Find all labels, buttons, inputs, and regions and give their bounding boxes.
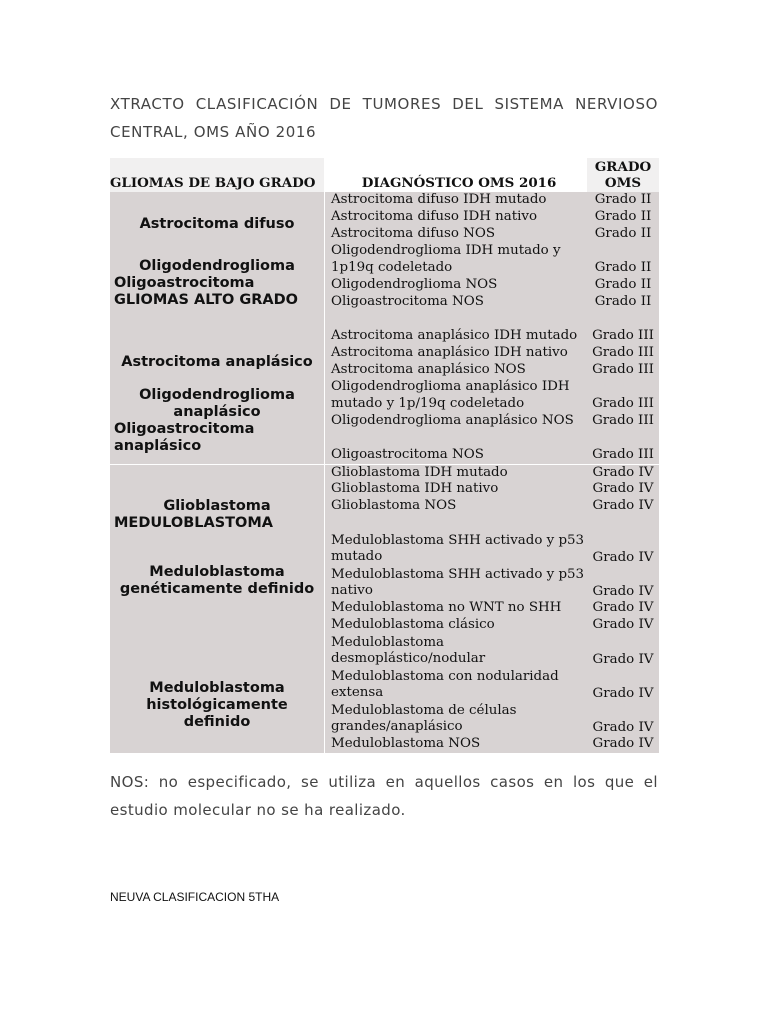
grade-cell: Grado IV [587, 668, 659, 702]
header-low-grade-gliomas: GLIOMAS DE BAJO GRADO [110, 158, 325, 192]
grade-cell: Grado IV [587, 634, 659, 668]
diagnosis-cell: Oligodendroglioma IDH mutado y 1p19q codeletado [325, 243, 588, 277]
diagnosis-cell: Glioblastoma IDH nativo [325, 481, 588, 498]
diagnosis-cell: Astrocitoma anaplásico IDH mutado [325, 328, 588, 345]
grade-cell: Grado II [587, 277, 659, 294]
grade-cell: Grado IV [587, 481, 659, 498]
diagnosis-cell: Astrocitoma anaplásico IDH nativo [325, 345, 588, 362]
diagnosis-cell: Oligoastrocitoma NOS [325, 294, 588, 328]
diagnosis-cell: Oligodendroglioma NOS [325, 277, 588, 294]
grade-cell: Grado IV [587, 702, 659, 736]
left-label: Meduloblastoma histológicamente definido [146, 680, 288, 731]
grade-cell: Grado IV [587, 532, 659, 566]
diagnosis-cell: Meduloblastoma no WNT no SHH [325, 600, 588, 617]
left-label: MEDULOBLASTOMA [114, 515, 274, 532]
diagnosis-cell: Meduloblastoma SHH activado y p53 nativo [325, 566, 588, 600]
left-group-glioblastoma [110, 464, 325, 532]
classification-table [110, 158, 659, 753]
left-label: Oligodendroglioma [139, 258, 295, 274]
footer-text: NEUVA CLASIFICACION 5THA [110, 890, 280, 904]
grade-cell: Grado II [587, 243, 659, 277]
header-grade: GRADO OMS [587, 158, 659, 192]
grade-cell: Grado III [587, 413, 659, 430]
grade-cell: Grado IV [587, 498, 659, 532]
document-title: XTRACTO CLASIFICACIÓN DE TUMORES DEL SISTEMA NERVIOSO CENTRAL, OMS AÑO 2016 [110, 95, 658, 141]
diagnosis-cell: Astrocitoma difuso IDH mutado [325, 192, 588, 209]
table-row [110, 328, 659, 345]
table-row [110, 192, 659, 209]
grade-cell: Grado III [587, 345, 659, 362]
header-diagnosis: DIAGNÓSTICO OMS 2016 [325, 158, 588, 192]
left-label: Meduloblastoma genéticamente definido [119, 564, 315, 598]
left-label: Glioblastoma [163, 498, 271, 515]
grade-cell: Grado II [587, 192, 659, 209]
diagnosis-cell: Astrocitoma difuso IDH nativo [325, 209, 588, 226]
table-header-row [110, 158, 659, 192]
left-label: Astrocitoma difuso [139, 216, 295, 232]
diagnosis-cell: Meduloblastoma con nodularidad extensa [325, 668, 588, 702]
grade-cell: Grado III [587, 362, 659, 379]
table-row [110, 532, 659, 566]
footnote-nos: NOS: no especificado, se utiliza en aquellos casos en los que el estudio molecular no se ha realizado. [110, 773, 658, 819]
diagnosis-cell: Glioblastoma NOS [325, 498, 588, 532]
grade-cell: Grado IV [587, 736, 659, 753]
diagnosis-cell: Oligodendroglioma anaplásico IDH mutado y 1p/19q codeletado [325, 379, 588, 413]
grade-cell: Grado IV [587, 566, 659, 600]
grade-cell: Grado II [587, 209, 659, 226]
diagnosis-cell: Meduloblastoma clásico [325, 617, 588, 634]
left-label: Oligoastrocitoma anaplásico [114, 421, 255, 454]
grade-cell: Grado IV [587, 617, 659, 634]
diagnosis-cell: Meduloblastoma de células grandes/anaplásico [325, 702, 588, 736]
grade-cell: Grado II [587, 226, 659, 243]
grade-cell: Grado III [587, 379, 659, 413]
left-group-high-grade [110, 328, 325, 464]
diagnosis-cell: Meduloblastoma desmoplástico/nodular [325, 634, 588, 668]
diagnosis-cell: Oligodendroglioma anaplásico NOS [325, 413, 588, 430]
left-label: Astrocitoma anaplásico [121, 354, 313, 370]
grade-cell: Grado IV [587, 600, 659, 617]
left-group-meduloblastoma [110, 532, 325, 753]
diagnosis-cell: Glioblastoma IDH mutado [325, 464, 588, 481]
grade-cell: Grado III [587, 430, 659, 464]
grade-cell: Grado IV [587, 464, 659, 481]
diagnosis-cell: Meduloblastoma SHH activado y p53 mutado [325, 532, 588, 566]
left-label: Oligoastrocitoma [114, 275, 255, 291]
left-label: Oligodendroglioma anaplásico [139, 387, 295, 420]
diagnosis-cell: Astrocitoma anaplásico NOS [325, 362, 588, 379]
left-label: GLIOMAS ALTO GRADO [114, 292, 298, 308]
left-group-low-grade [110, 192, 325, 328]
grade-cell: Grado III [587, 328, 659, 345]
diagnosis-cell: Meduloblastoma NOS [325, 736, 588, 753]
diagnosis-cell: Astrocitoma difuso NOS [325, 226, 588, 243]
grade-cell: Grado II [587, 294, 659, 328]
diagnosis-cell: Oligoastrocitoma NOS [325, 430, 588, 464]
table-row [110, 464, 659, 481]
